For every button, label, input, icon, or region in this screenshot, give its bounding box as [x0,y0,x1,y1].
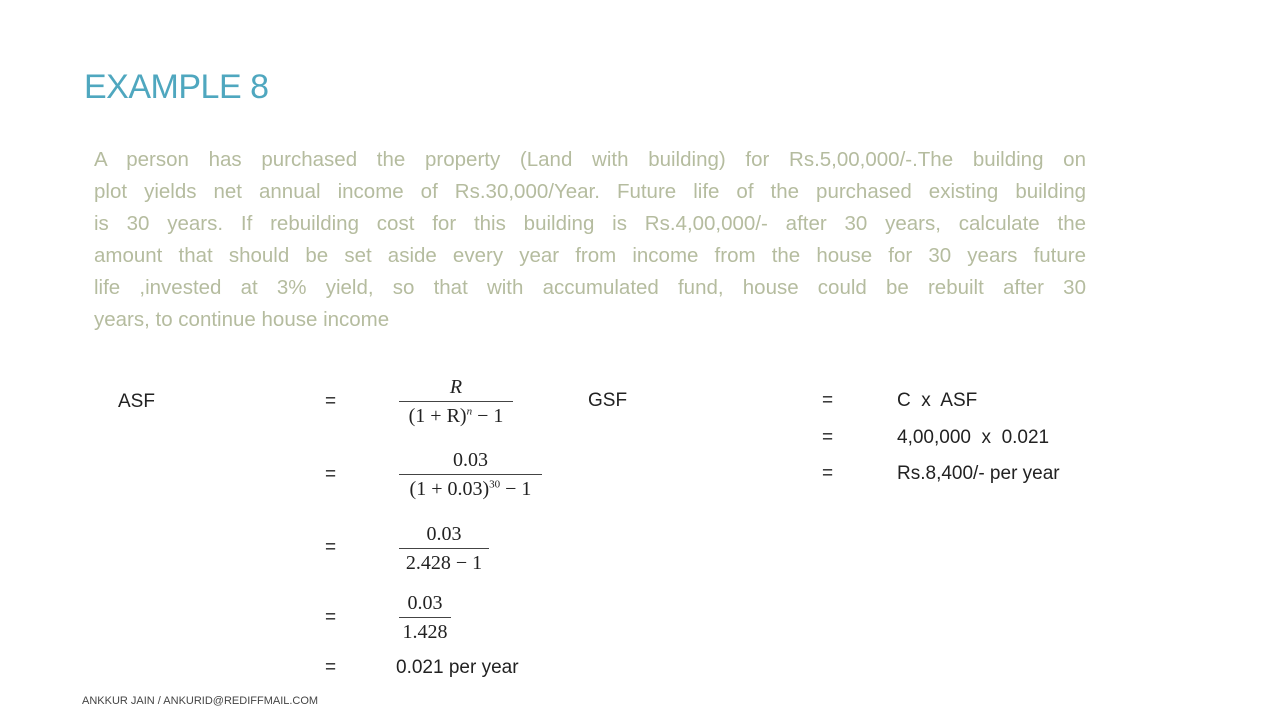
paragraph-line: A person has purchased the property (Land with building) for Rs.5,00,000/-.The building on [94,148,1086,171]
numerator: R [449,376,463,398]
gsf-label: GSF [588,390,628,411]
paragraph-line: plot yields net annual income of Rs.30,000/Year. Future life of the purchased existing building [94,180,1086,203]
gsf-substituted: 4,00,000 x 0.021 [897,427,1050,448]
problem-statement [94,144,1086,336]
equals-sign: = [822,463,834,484]
numerator: 0.03 [399,592,451,618]
asf-result: 0.021 per year [396,657,519,678]
slide-title: EXAMPLE 8 [84,68,269,106]
denominator: 1.428 [402,621,448,643]
paragraph-line: amount that should be set aside every year from income from the house for 30 years future [94,244,1086,267]
denominator: $(1 + 0.03)^{30} - 1$ [409,478,532,500]
numerator: 0.03 [399,523,489,549]
fraction-formula [399,376,513,428]
paragraph-line: life ,invested at 3% yield, so that with accumulated fund, house could be rebuilt after 30 [94,276,1086,299]
gsf-formula: C x ASF [897,390,978,411]
equals-sign: = [325,657,337,678]
denominator: $(1 + R)^n - 1$ [408,405,504,427]
asf-label: ASF [118,391,155,412]
footer-author: ANKKUR JAIN / ANKURID@REDIFFMAIL.COM [82,695,319,707]
equals-sign: = [325,607,337,628]
paragraph-line: years, to continue house income [94,308,390,331]
denominator: 2.428 − 1 [405,552,483,574]
fraction-step4 [399,592,451,644]
numerator: 0.03 [399,449,542,475]
equals-sign: = [325,464,337,485]
equals-sign: = [325,391,337,412]
fraction-step3 [399,523,489,575]
equals-sign: = [822,390,834,411]
equals-sign: = [822,427,834,448]
gsf-result: Rs.8,400/- per year [897,463,1060,484]
fraction-substituted [399,449,542,501]
paragraph-line: is 30 years. If rebuilding cost for this building is Rs.4,00,000/- after 30 years, calculate the [94,212,1086,235]
equals-sign: = [325,537,337,558]
